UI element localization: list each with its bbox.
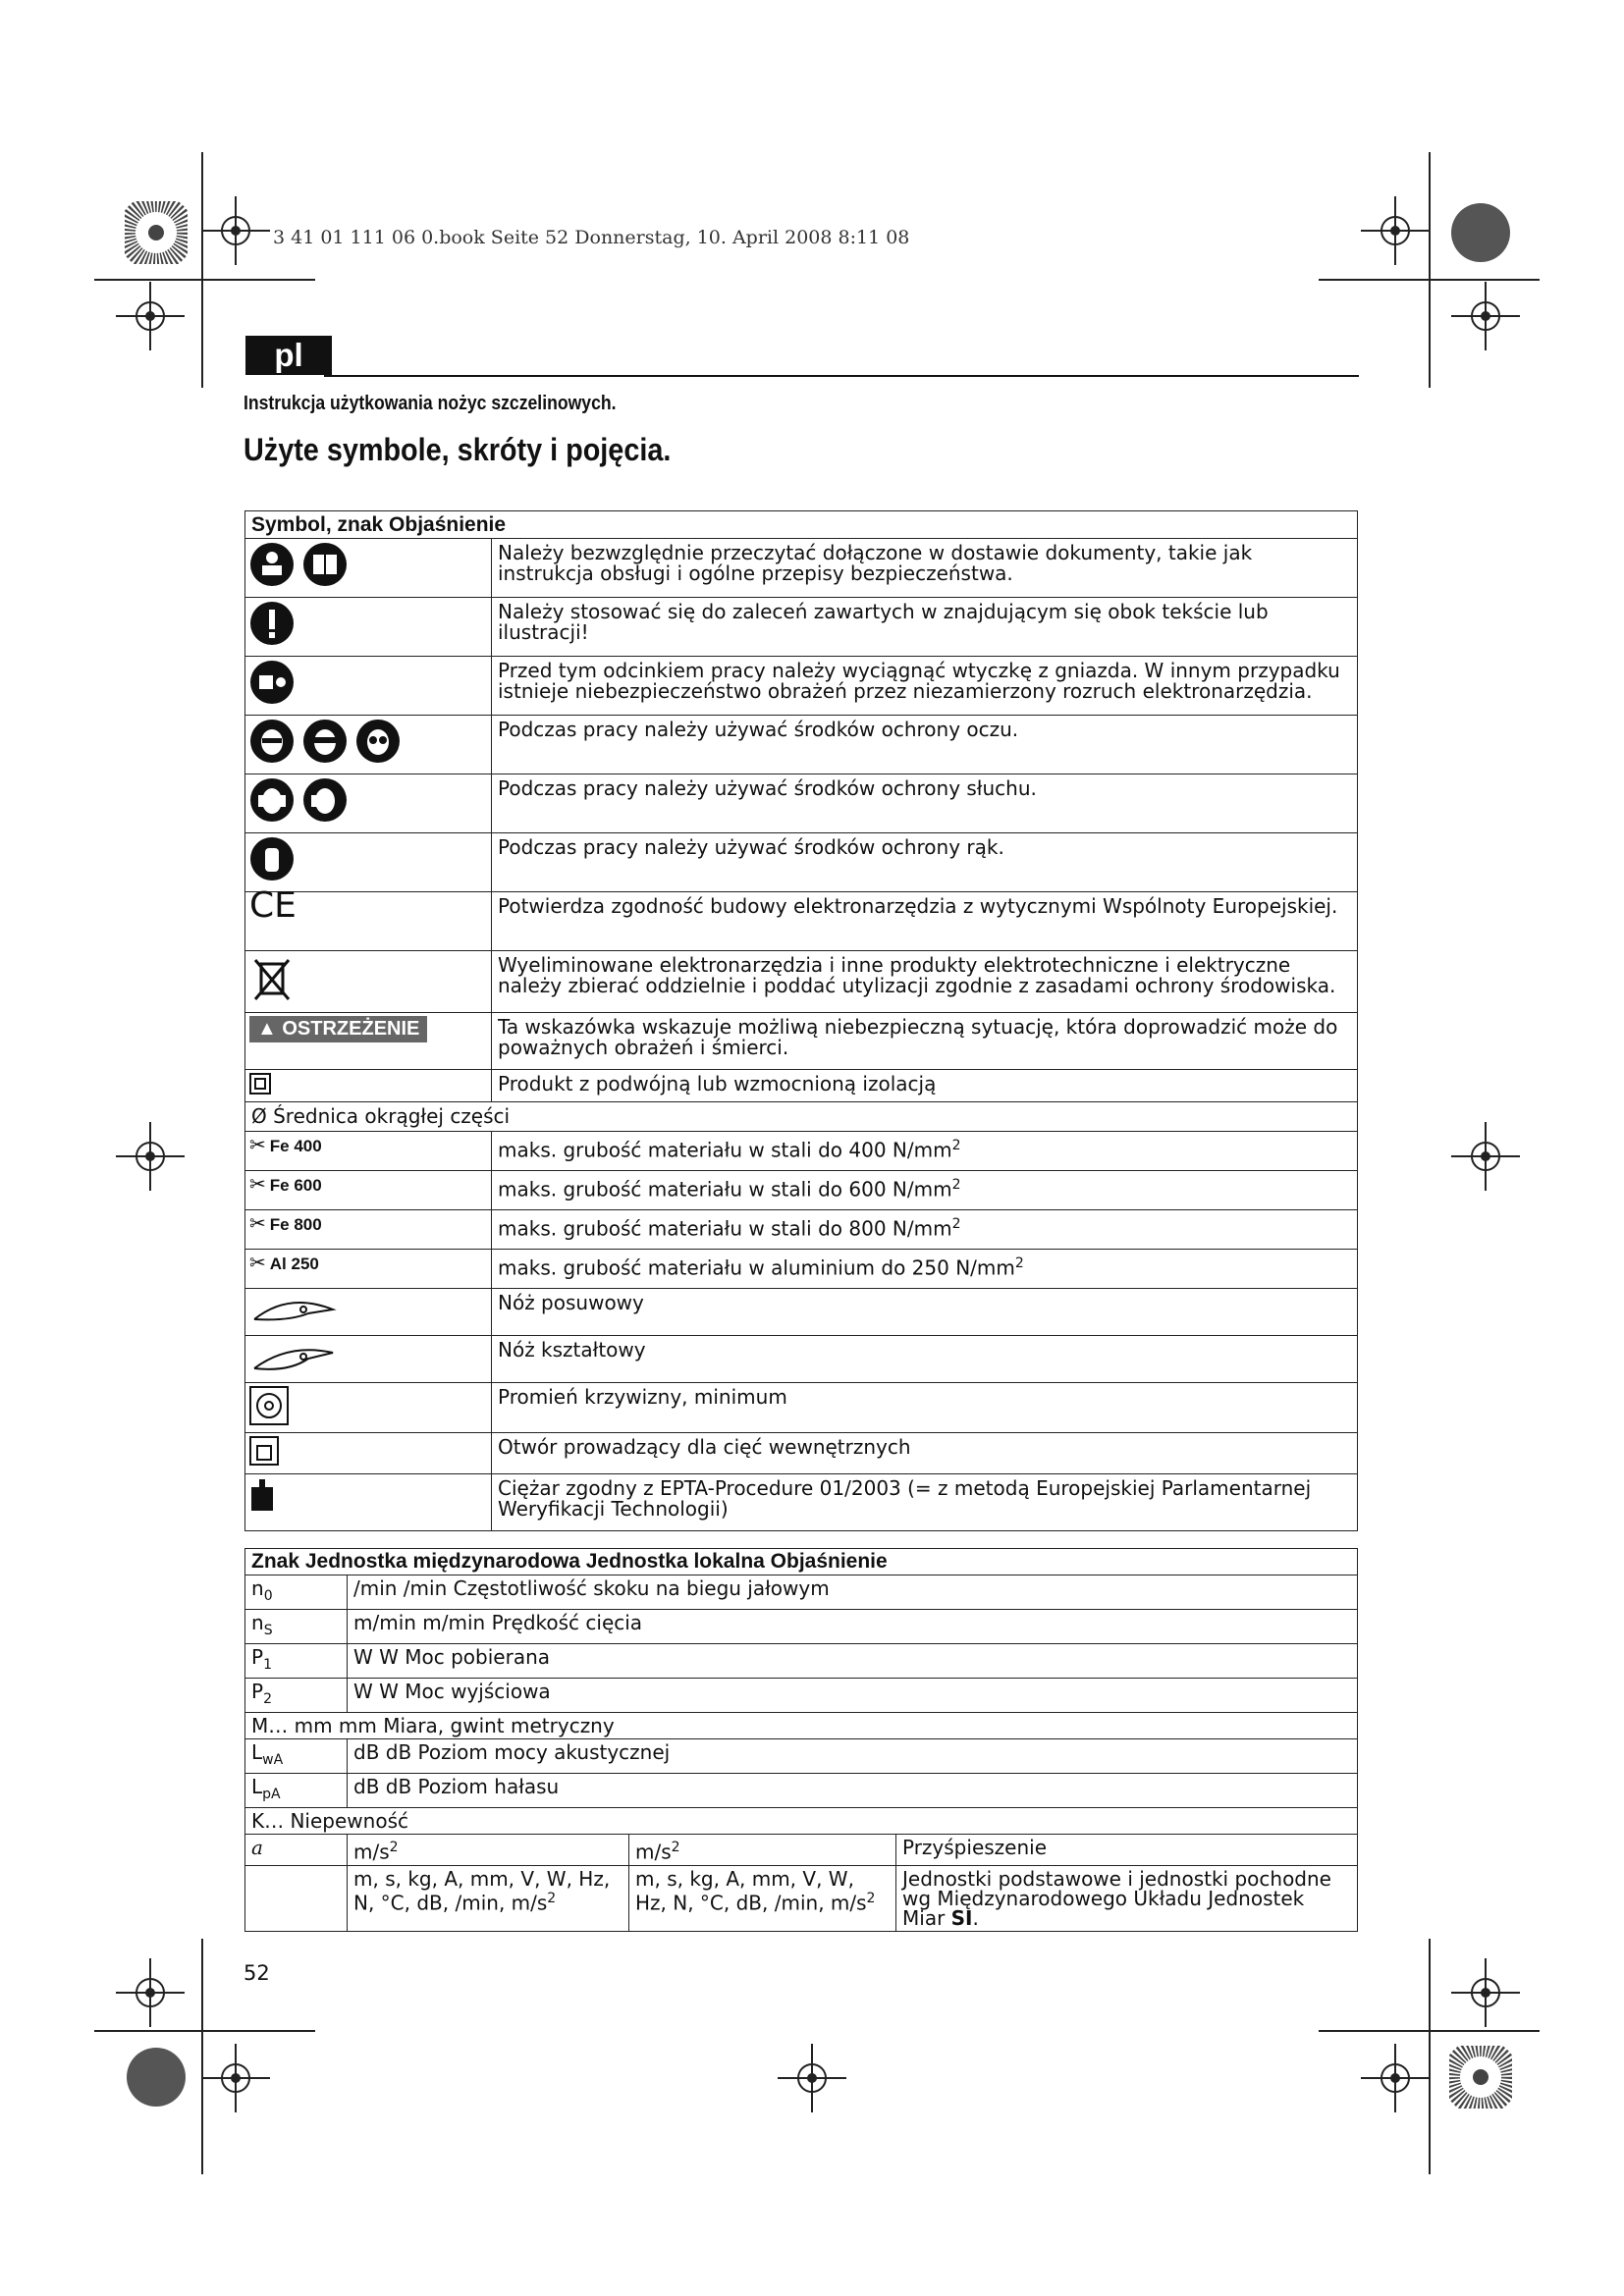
unplug-icon [249,660,295,705]
material-label: Al 250 [269,1255,319,1273]
material-label: Fe 800 [269,1215,322,1234]
table-row [245,1171,1358,1210]
manual-book-icon [302,542,348,587]
unit-description: m/min m/min Prędkość cięcia [348,1610,1358,1644]
warning-label-text: OSTRZEŻENIE [282,1018,420,1040]
local-unit: m, s, kg, A, mm, V, W, Hz, N, °C, dB, /min, m/s [635,1866,867,1915]
table-row [245,1132,1358,1171]
crop-mark [1319,2030,1540,2032]
unit-description: M… mm mm Miara, gwint metryczny [245,1713,1358,1739]
weight-icon [249,1477,275,1513]
table-row [245,1644,1358,1679]
read-manual-icon [249,542,295,587]
symbol-description: Należy stosować się do zaleceń zawartych w znajdującym się obok tekście lub ilustracji! [492,598,1358,657]
starburst-target-icon [1449,2046,1512,2109]
table-row [245,1336,1358,1383]
symbol-description: Podczas pracy należy używać środków ochrony słuchu. [492,774,1358,833]
table-row [245,1250,1358,1289]
diameter-row: Ø Średnica okrągłej części [245,1102,1358,1132]
unit-symbol: a [251,1836,263,1859]
ear-protection-icon [249,777,295,823]
registration-target-icon [778,2044,846,2112]
eye-protection-icon [302,719,348,764]
crop-mark [94,2030,315,2032]
table-row [245,1102,1358,1132]
unit-symbol: P [251,1680,264,1703]
registration-target-icon [116,1122,185,1191]
crop-mark [1429,152,1431,388]
table-row [245,1070,1358,1102]
cut-thickness-icon: ✂ [249,1211,266,1235]
superscript: 2 [951,1177,961,1193]
subscript: 1 [263,1657,272,1673]
unit-symbol: L [251,1740,263,1764]
ear-muff-icon [302,777,348,823]
superscript: 2 [951,1138,961,1153]
symbols-table [244,510,1358,1531]
table-row [245,1679,1358,1713]
print-header-line: 3 41 01 111 06 0.book Seite 52 Donnerstag, 10. April 2008 8:11 08 [273,227,910,248]
registration-target-icon [116,282,185,350]
language-badge: pl [245,336,332,375]
registration-target-icon [201,196,270,265]
units-table [244,1548,1358,1932]
symbols-table-header: Symbol, znak Objaśnienie [245,511,1358,539]
guide-hole-icon [249,1436,279,1466]
registration-target-icon [1451,1122,1520,1191]
unit-description: W W Moc wyjściowa [348,1679,1358,1713]
intl-unit: m, s, kg, A, mm, V, W, Hz, N, °C, dB, /min, m/s [353,1866,611,1915]
table-row [245,951,1358,1013]
unit-symbol: L [251,1775,263,1798]
local-unit: m/s [635,1840,672,1864]
table-row [245,1774,1358,1808]
table-row [245,716,1358,774]
material-description: maks. grubość materiału w aluminium do 250 N/mm [498,1255,1015,1280]
table-row [245,598,1358,657]
superscript: 2 [671,1840,680,1855]
registration-target-icon [201,2044,270,2112]
manual-subtitle: Instrukcja użytkowania nożyc szczelinowych. [244,393,617,414]
section-title: Użyte symbole, skróty i pojęcia. [244,432,672,467]
intl-unit: m/s [353,1840,390,1864]
table-row [245,1808,1358,1835]
sliding-blade-icon [249,1292,338,1327]
starburst-target-icon [125,2046,188,2109]
starburst-target-icon [1449,201,1512,264]
cut-thickness-icon: ✂ [249,1172,266,1196]
symbol-description: Ta wskazówka wskazuje możliwą niebezpieczną sytuację, która doprowadzić może do poważnych obrażeń i śmierci. [492,1013,1358,1070]
symbol-description: Nóż kształtowy [492,1336,1358,1383]
table-row [245,539,1358,598]
registration-target-icon [1361,2044,1430,2112]
table-row [245,1610,1358,1644]
si-abbreviation: SI [950,1905,973,1930]
crop-mark [201,152,203,388]
units-table-header: Znak Jednostka międzynarodowa Jednostka lokalna Objaśnienie [245,1549,1358,1575]
subscript: pA [262,1787,281,1802]
unit-description: dB dB Poziom mocy akustycznej [348,1739,1358,1774]
material-description: maks. grubość materiału w stali do 800 N/mm [498,1216,952,1241]
symbol-description: Potwierdza zgodność budowy elektronarzędzia z wytycznymi Wspólnoty Europejskiej. [492,892,1358,951]
table-row [245,1474,1358,1531]
symbol-description: Ciężar zgodny z EPTA-Procedure 01/2003 (= z metodą Europejskiej Parlamentarnej Weryfikacji Technologii) [492,1474,1358,1531]
exclamation-icon [249,601,295,646]
page-number: 52 [244,1961,270,1985]
unit-explanation: Jednostki podstawowe i jednostki pochodne wg Międzynarodowego Układu Jednostek Miar [902,1866,1331,1930]
registration-target-icon [116,1958,185,2027]
table-row [245,1210,1358,1250]
header-rule [324,375,1359,377]
table-row [245,833,1358,892]
subscript: S [263,1623,273,1638]
warning-label: ▲ OSTRZEŻENIE [249,1016,427,1042]
table-header-row [245,511,1358,539]
double-insulation-icon [249,1073,271,1095]
symbol-description: Otwór prowadzący dla cięć wewnętrznych [492,1433,1358,1474]
table-row [245,1575,1358,1610]
symbol-description: Nóż posuwowy [492,1289,1358,1336]
crossed-bin-icon [249,954,295,1005]
superscript: 2 [866,1890,876,1906]
table-row [245,892,1358,951]
cut-thickness-icon: ✂ [249,1251,266,1274]
unit-description: K… Niepewność [245,1808,1358,1835]
registration-target-icon [1451,282,1520,350]
registration-target-icon [1451,1958,1520,2027]
symbol-description: Podczas pracy należy używać środków ochrony oczu. [492,716,1358,774]
subscript: 0 [263,1588,273,1604]
table-row [245,1739,1358,1774]
unit-explanation: Przyśpieszenie [896,1835,1358,1866]
unit-symbol: n [251,1611,264,1634]
symbol-description: Promień krzywizny, minimum [492,1383,1358,1433]
face-shield-icon [249,719,295,764]
curve-radius-icon [249,1386,289,1425]
crop-mark [1319,279,1540,281]
material-label: Fe 400 [269,1137,322,1155]
subscript: 2 [263,1691,272,1707]
unit-symbol: n [251,1576,264,1600]
table-row [245,657,1358,716]
registration-target-icon [1361,196,1430,265]
symbol-description: Przed tym odcinkiem pracy należy wyciągnąć wtyczkę z gniazda. W innym przypadku istnieje niebezpieczeństwo obrażeń przez niezamierzony rozruch elektronarzędzia. [492,657,1358,716]
symbol-description: Podczas pracy należy używać środków ochrony rąk. [492,833,1358,892]
unit-symbol: P [251,1645,264,1669]
glove-icon [249,836,295,881]
table-row [245,774,1358,833]
table-row [245,1013,1358,1070]
table-row [245,1835,1358,1866]
unit-description: dB dB Poziom hałasu [348,1774,1358,1808]
symbol-description: Wyeliminowane elektronarzędzia i inne produkty elektrotechniczne i elektryczne należy zbierać oddzielnie i poddać utylizacji zgodnie z zasadami ochrony środowiska. [492,951,1358,1013]
symbol-description: Produkt z podwójną lub wzmocnioną izolacją [492,1070,1358,1102]
goggles-icon [355,719,401,764]
ce-mark-icon: CE [249,885,297,926]
subscript: wA [262,1752,284,1768]
shaped-blade-icon [249,1339,338,1374]
unit-explanation-end: . [972,1905,979,1930]
starburst-target-icon [125,201,188,264]
symbol-description: Należy bezwzględnie przeczytać dołączone w dostawie dokumenty, takie jak instrukcja obsługi i ogólne przepisy bezpieczeństwa. [492,539,1358,598]
cut-thickness-icon: ✂ [249,1133,266,1156]
unit-description: /min /min Częstotliwość skoku na biegu jałowym [348,1575,1358,1610]
superscript: 2 [389,1840,399,1855]
material-label: Fe 600 [269,1176,322,1195]
superscript: 2 [1014,1255,1024,1271]
material-description: maks. grubość materiału w stali do 600 N/mm [498,1177,952,1201]
material-description: maks. grubość materiału w stali do 400 N/mm [498,1138,952,1162]
superscript: 2 [951,1216,961,1232]
table-row [245,1713,1358,1739]
superscript: 2 [547,1890,557,1906]
crop-mark [94,279,315,281]
table-row [245,1433,1358,1474]
table-row [245,1289,1358,1336]
unit-description: W W Moc pobierana [348,1644,1358,1679]
table-row [245,1383,1358,1433]
table-header-row [245,1549,1358,1575]
table-row [245,1865,1358,1931]
